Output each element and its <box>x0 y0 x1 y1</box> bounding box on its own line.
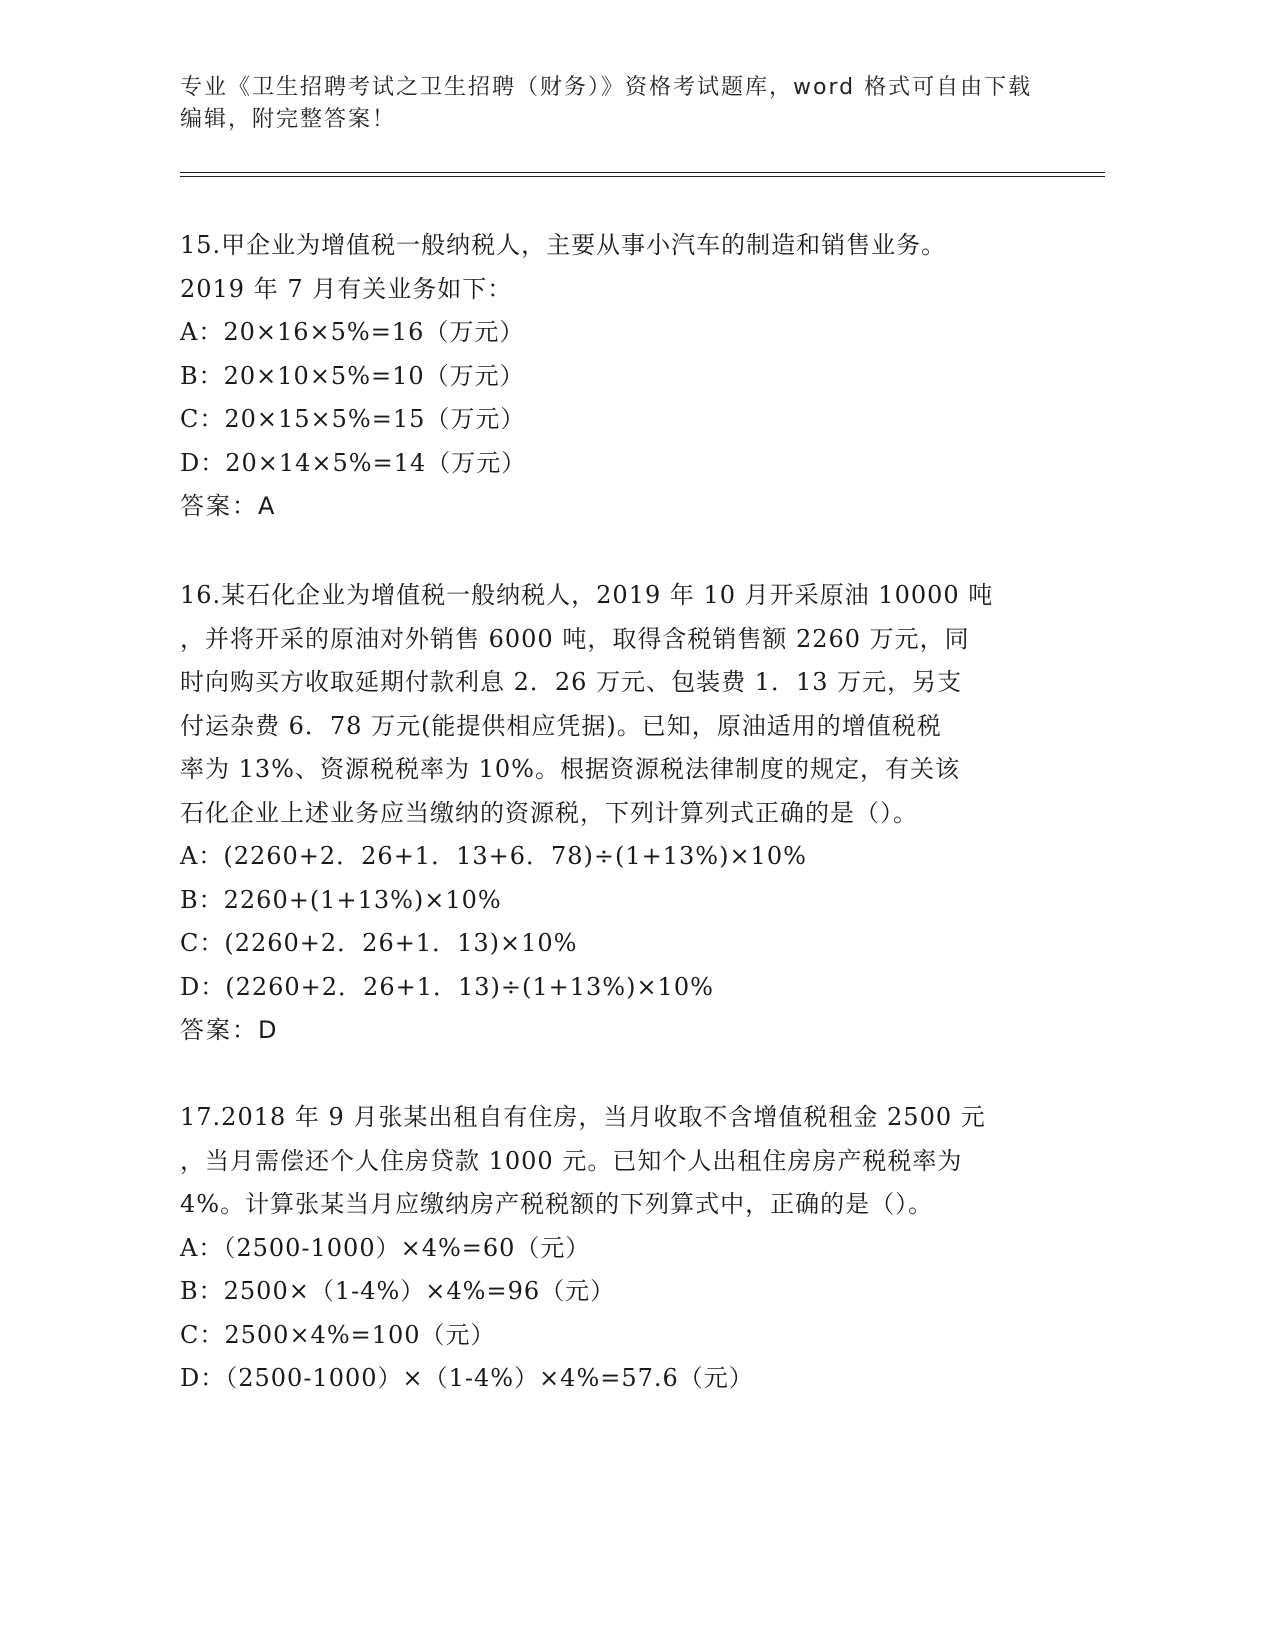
option-b: B：20×10×5%=10（万元） <box>180 361 525 390</box>
question-stem-line: ，并将开采的原油对外销售 6000 吨，取得含税销售额 2260 万元，同 <box>180 624 970 653</box>
question-stem-line: 17.2018 年 9 月张某出租自有住房，当月收取不含增值税租金 2500 元 <box>180 1103 986 1131</box>
header-divider-top <box>180 172 1105 173</box>
question-15 <box>180 224 1030 529</box>
option-b: B：2260+(1+13%)×10% <box>180 885 502 914</box>
question-16 <box>180 574 1030 1053</box>
header-divider-bottom <box>180 176 1105 177</box>
option-d: D：20×14×5%=14（万元） <box>180 448 527 477</box>
option-a: A：20×16×5%=16（万元） <box>180 318 525 346</box>
answer-line: 答案：A <box>180 492 277 520</box>
question-stem-line: 15.甲企业为增值税一般纳税人，主要从事小汽车的制造和销售业务。 <box>180 231 947 259</box>
option-c: C：20×15×5%=15（万元） <box>180 405 526 433</box>
option-c: C：2500×4%=100（元） <box>180 1320 496 1349</box>
option-b: B：2500×（1-4%）×4%=96（元） <box>180 1277 616 1305</box>
option-a: A：（2500-1000）×4%=60（元） <box>180 1233 591 1262</box>
question-stem-line: 2019 年 7 月有关业务如下： <box>180 274 513 303</box>
option-d: D：（2500-1000）×（1-4%）×4%=57.6（元） <box>180 1364 754 1392</box>
option-a: A：(2260+2．26+1．13+6．78)÷(1+13%)×10% <box>180 842 807 870</box>
option-c: C：(2260+2．26+1．13)×10% <box>180 929 578 957</box>
header-line-2: 编辑，附完整答案！ <box>180 107 397 132</box>
question-stem-line: 时向购买方收取延期付款利息 2．26 万元、包装费 1．13 万元，另支 <box>180 668 963 696</box>
question-stem-line: 率为 13%、资源税税率为 10%。根据资源税法律制度的规定，有关该 <box>180 755 960 783</box>
document-header <box>180 72 1040 136</box>
question-stem-line: ，当月需偿还个人住房贷款 1000 元。已知个人出租住房房产税税率为 <box>180 1146 963 1175</box>
question-stem-line: 付运杂费 6．78 万元(能提供相应凭据)。已知，原油适用的增值税税 <box>180 711 942 740</box>
answer-line: 答案：D <box>180 1016 279 1044</box>
question-17 <box>180 1096 1030 1401</box>
option-d: D：(2260+2．26+1．13)÷(1+13%)×10% <box>180 972 714 1001</box>
header-line-1: 专业《卫生招聘考试之卫生招聘（财务）》资格考试题库，word 格式可自由下载 <box>180 75 1033 100</box>
question-stem-line: 石化企业上述业务应当缴纳的资源税，下列计算列式正确的是（）。 <box>180 798 918 827</box>
question-stem-line: 4%。计算张某当月应缴纳房产税税额的下列算式中，正确的是（）。 <box>180 1190 934 1218</box>
question-stem-line: 16.某石化企业为增值税一般纳税人，2019 年 10 月开采原油 10000 吨 <box>180 581 994 609</box>
